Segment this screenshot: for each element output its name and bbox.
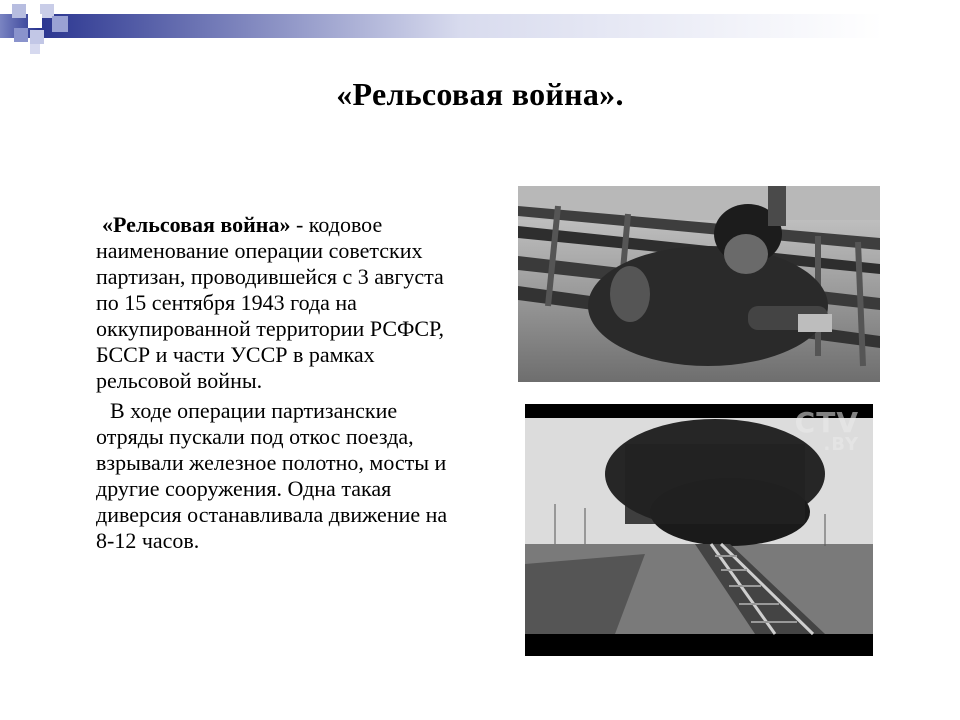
ctv-watermark [794,406,859,455]
slide-title: «Рельсовая война». [336,76,624,112]
watermark-sub: .BY [823,434,859,455]
definition-text: - кодовое наименование операции советских партизан, проводившейся с 3 августа по 15 сентября 1943 года на оккупированной территории РСФСР, БССР и части УССР в рамках рельсовой войны. [96,212,445,393]
paragraph-definition [96,212,468,394]
partisan-photo [518,186,880,382]
term-bold: «Рельсовая война» [102,212,291,237]
paragraph-details: В ходе операции партизанские отряды пускали под откос поезда, взрывали железное полотно, мосты и другие сооружения. Одна такая диверсия останавливала движение на 8-12 часов. [96,398,448,553]
watermark-main: CTV [794,406,859,439]
header-gradient-bar [0,14,960,38]
partisan-laying-mine-photo [518,186,880,382]
body-text [96,212,468,554]
explosion-photo [525,404,873,656]
